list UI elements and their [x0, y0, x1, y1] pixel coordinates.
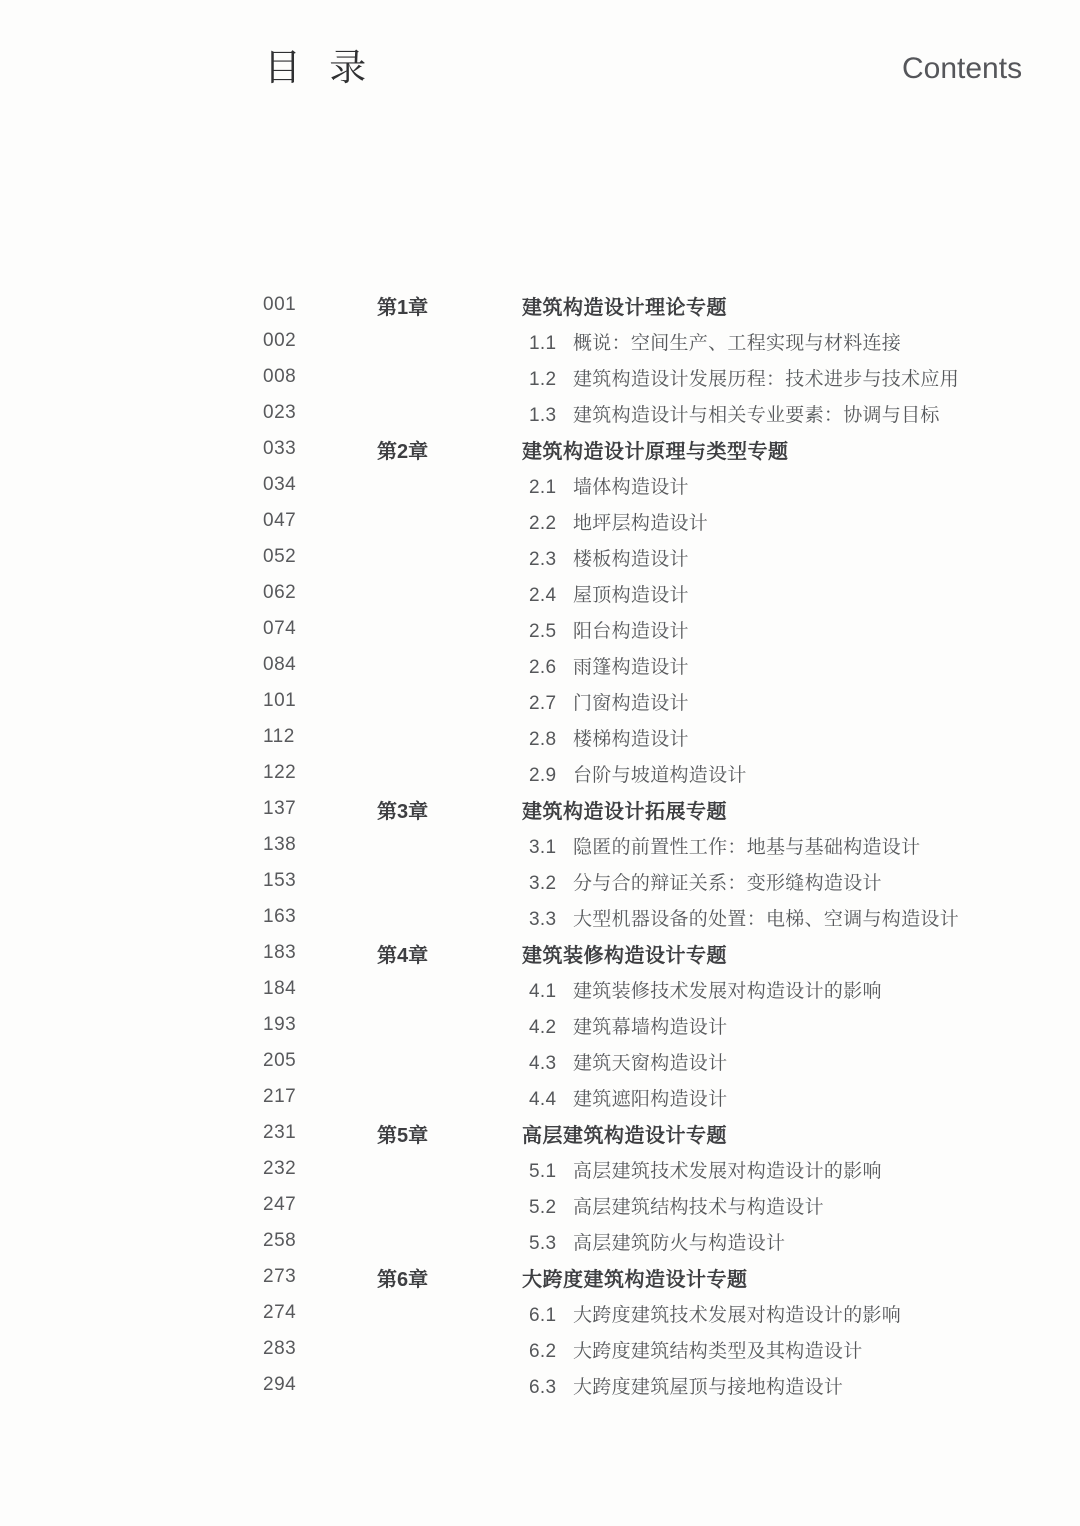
toc-row — [0, 359, 1080, 395]
toc-section-entry — [522, 616, 1080, 643]
toc-row — [0, 611, 1080, 647]
toc-chapter-title: 建筑装修构造设计专题 — [522, 944, 727, 967]
toc-section-number: 5.3 — [529, 1232, 557, 1254]
toc-page-number: 258 — [263, 1230, 297, 1251]
toc-page-number: 138 — [263, 834, 297, 855]
toc-section-title: 门窗构造设计 — [573, 692, 689, 714]
toc-page-number: 205 — [263, 1050, 297, 1071]
toc-row — [0, 1115, 1080, 1151]
toc-section-entry — [522, 1228, 1080, 1255]
toc-chapter-title: 建筑构造设计理论专题 — [522, 296, 727, 319]
toc-section-entry — [522, 1300, 1080, 1327]
toc-row — [0, 647, 1080, 683]
toc-row — [0, 1079, 1080, 1115]
toc-section-number: 3.3 — [529, 908, 557, 930]
toc-section-number: 2.7 — [529, 692, 557, 714]
toc-section-number: 6.3 — [529, 1376, 557, 1398]
toc-section-number: 6.2 — [529, 1340, 557, 1362]
toc-section-number: 2.8 — [529, 728, 557, 750]
toc-page-number: 002 — [263, 330, 297, 351]
toc-page-number: 193 — [263, 1014, 297, 1035]
toc-section-title: 高层建筑结构技术与构造设计 — [573, 1196, 824, 1218]
toc-row — [0, 539, 1080, 575]
toc-section-number: 2.5 — [529, 620, 557, 642]
toc-section-entry — [522, 1048, 1080, 1075]
toc-section-number: 2.2 — [529, 512, 557, 534]
toc-chapter-title: 高层建筑构造设计专题 — [522, 1124, 727, 1147]
toc-section-title: 楼梯构造设计 — [573, 728, 689, 750]
toc-section-title: 大型机器设备的处置：电梯、空调与构造设计 — [573, 908, 960, 930]
toc-section-entry — [522, 760, 1080, 787]
toc-chapter-label: 第2章 — [377, 440, 429, 463]
toc-row — [0, 1151, 1080, 1187]
toc-row — [0, 1043, 1080, 1079]
toc-page-number: 101 — [263, 690, 297, 711]
toc-section-entry — [522, 1372, 1080, 1399]
toc-page-number: 217 — [263, 1086, 297, 1107]
toc-section-entry — [522, 832, 1080, 859]
toc-chapter-label: 第3章 — [377, 800, 429, 823]
toc-section-entry — [522, 1336, 1080, 1363]
toc-chapter-label: 第5章 — [377, 1124, 429, 1147]
toc-page-number: 294 — [263, 1374, 297, 1395]
page-subtitle-english: Contents — [902, 52, 1023, 85]
table-of-contents — [0, 287, 1080, 1403]
toc-section-title: 地坪层构造设计 — [573, 512, 709, 534]
toc-page-number: 153 — [263, 870, 297, 891]
toc-section-entry — [522, 868, 1080, 895]
toc-chapter-label: 第1章 — [377, 296, 429, 319]
toc-section-number: 5.1 — [529, 1160, 557, 1182]
toc-section-entry — [522, 472, 1080, 499]
toc-section-entry — [522, 364, 1080, 391]
toc-section-title: 大跨度建筑结构类型及其构造设计 — [573, 1340, 863, 1362]
toc-page-number: 047 — [263, 510, 297, 531]
toc-section-title: 墙体构造设计 — [573, 476, 689, 498]
toc-page-number: 231 — [263, 1122, 297, 1143]
toc-page-number: 001 — [263, 294, 297, 315]
toc-chapter-title: 建筑构造设计原理与类型专题 — [522, 440, 789, 463]
toc-section-title: 台阶与坡道构造设计 — [573, 764, 747, 786]
toc-row — [0, 1295, 1080, 1331]
toc-section-title: 建筑装修技术发展对构造设计的影响 — [573, 980, 882, 1002]
toc-row — [0, 755, 1080, 791]
toc-section-title: 概说：空间生产、工程实现与材料连接 — [573, 332, 902, 354]
toc-row — [0, 683, 1080, 719]
toc-row — [0, 1331, 1080, 1367]
toc-chapter-title: 建筑构造设计拓展专题 — [522, 800, 727, 823]
toc-section-entry — [522, 1192, 1080, 1219]
toc-page-number: 137 — [263, 798, 297, 819]
toc-page-number: 232 — [263, 1158, 297, 1179]
toc-row — [0, 719, 1080, 755]
toc-page-number: 074 — [263, 618, 297, 639]
toc-section-title: 大跨度建筑技术发展对构造设计的影响 — [573, 1304, 902, 1326]
toc-section-title: 建筑天窗构造设计 — [573, 1052, 728, 1074]
toc-page-number: 062 — [263, 582, 297, 603]
toc-section-number: 5.2 — [529, 1196, 557, 1218]
toc-section-entry — [522, 976, 1080, 1003]
toc-section-title: 高层建筑技术发展对构造设计的影响 — [573, 1160, 882, 1182]
toc-section-number: 2.1 — [529, 476, 557, 498]
toc-page-number: 184 — [263, 978, 297, 999]
toc-section-number: 4.3 — [529, 1052, 557, 1074]
toc-section-title: 大跨度建筑屋顶与接地构造设计 — [573, 1376, 844, 1398]
toc-section-entry — [522, 328, 1080, 355]
toc-section-entry — [522, 724, 1080, 751]
toc-section-entry — [522, 508, 1080, 535]
toc-section-title: 分与合的辩证关系：变形缝构造设计 — [573, 872, 882, 894]
toc-page-number: 034 — [263, 474, 297, 495]
toc-section-entry — [522, 544, 1080, 571]
toc-page-number: 163 — [263, 906, 297, 927]
toc-section-title: 建筑遮阳构造设计 — [573, 1088, 728, 1110]
toc-section-entry — [522, 1084, 1080, 1111]
toc-page-number: 274 — [263, 1302, 297, 1323]
toc-page-number: 283 — [263, 1338, 297, 1359]
toc-row — [0, 791, 1080, 827]
toc-row — [0, 1187, 1080, 1223]
toc-section-entry — [522, 652, 1080, 679]
toc-section-title: 高层建筑防火与构造设计 — [573, 1232, 786, 1254]
toc-section-number: 2.3 — [529, 548, 557, 570]
toc-section-number: 1.1 — [529, 332, 557, 354]
toc-section-title: 建筑幕墙构造设计 — [573, 1016, 728, 1038]
toc-page-number: 183 — [263, 942, 297, 963]
toc-section-number: 6.1 — [529, 1304, 557, 1326]
toc-row — [0, 503, 1080, 539]
toc-row — [0, 899, 1080, 935]
toc-section-entry — [522, 1156, 1080, 1183]
toc-row — [0, 1007, 1080, 1043]
toc-section-title: 楼板构造设计 — [573, 548, 689, 570]
toc-page-number: 112 — [263, 726, 295, 747]
toc-row — [0, 827, 1080, 863]
toc-page-number: 033 — [263, 438, 297, 459]
toc-section-number: 3.1 — [529, 836, 557, 858]
toc-section-title: 建筑构造设计发展历程：技术进步与技术应用 — [573, 368, 960, 390]
toc-page-number: 084 — [263, 654, 297, 675]
toc-page-number: 247 — [263, 1194, 297, 1215]
toc-row — [0, 1223, 1080, 1259]
toc-chapter-label: 第4章 — [377, 944, 429, 967]
toc-page-number: 052 — [263, 546, 297, 567]
toc-row — [0, 287, 1080, 323]
toc-row — [0, 467, 1080, 503]
toc-section-number: 4.2 — [529, 1016, 557, 1038]
toc-section-title: 建筑构造设计与相关专业要素：协调与目标 — [573, 404, 940, 426]
toc-row — [0, 1259, 1080, 1295]
toc-chapter-label: 第6章 — [377, 1268, 429, 1291]
page-title: 目 录 — [264, 47, 368, 88]
toc-section-entry — [522, 904, 1080, 931]
toc-section-title: 阳台构造设计 — [573, 620, 689, 642]
toc-row — [0, 575, 1080, 611]
toc-section-number: 2.6 — [529, 656, 557, 678]
toc-row — [0, 395, 1080, 431]
toc-section-number: 4.4 — [529, 1088, 557, 1110]
toc-section-title: 雨篷构造设计 — [573, 656, 689, 678]
toc-section-entry — [522, 400, 1080, 427]
toc-chapter-title: 大跨度建筑构造设计专题 — [522, 1268, 748, 1291]
toc-page-number: 122 — [263, 762, 297, 783]
toc-section-number: 2.4 — [529, 584, 557, 606]
toc-section-title: 屋顶构造设计 — [573, 584, 689, 606]
toc-row — [0, 323, 1080, 359]
toc-row — [0, 431, 1080, 467]
toc-row — [0, 935, 1080, 971]
toc-section-number: 1.3 — [529, 404, 557, 426]
toc-section-entry — [522, 580, 1080, 607]
toc-row — [0, 1367, 1080, 1403]
toc-section-entry — [522, 688, 1080, 715]
toc-page-number: 273 — [263, 1266, 297, 1287]
toc-section-number: 2.9 — [529, 764, 557, 786]
toc-section-entry — [522, 1012, 1080, 1039]
toc-section-number: 1.2 — [529, 368, 557, 390]
toc-page-number: 023 — [263, 402, 297, 423]
toc-row — [0, 971, 1080, 1007]
toc-row — [0, 863, 1080, 899]
toc-section-number: 4.1 — [529, 980, 557, 1002]
toc-section-title: 隐匿的前置性工作：地基与基础构造设计 — [573, 836, 921, 858]
toc-section-number: 3.2 — [529, 872, 557, 894]
toc-page-number: 008 — [263, 366, 297, 387]
